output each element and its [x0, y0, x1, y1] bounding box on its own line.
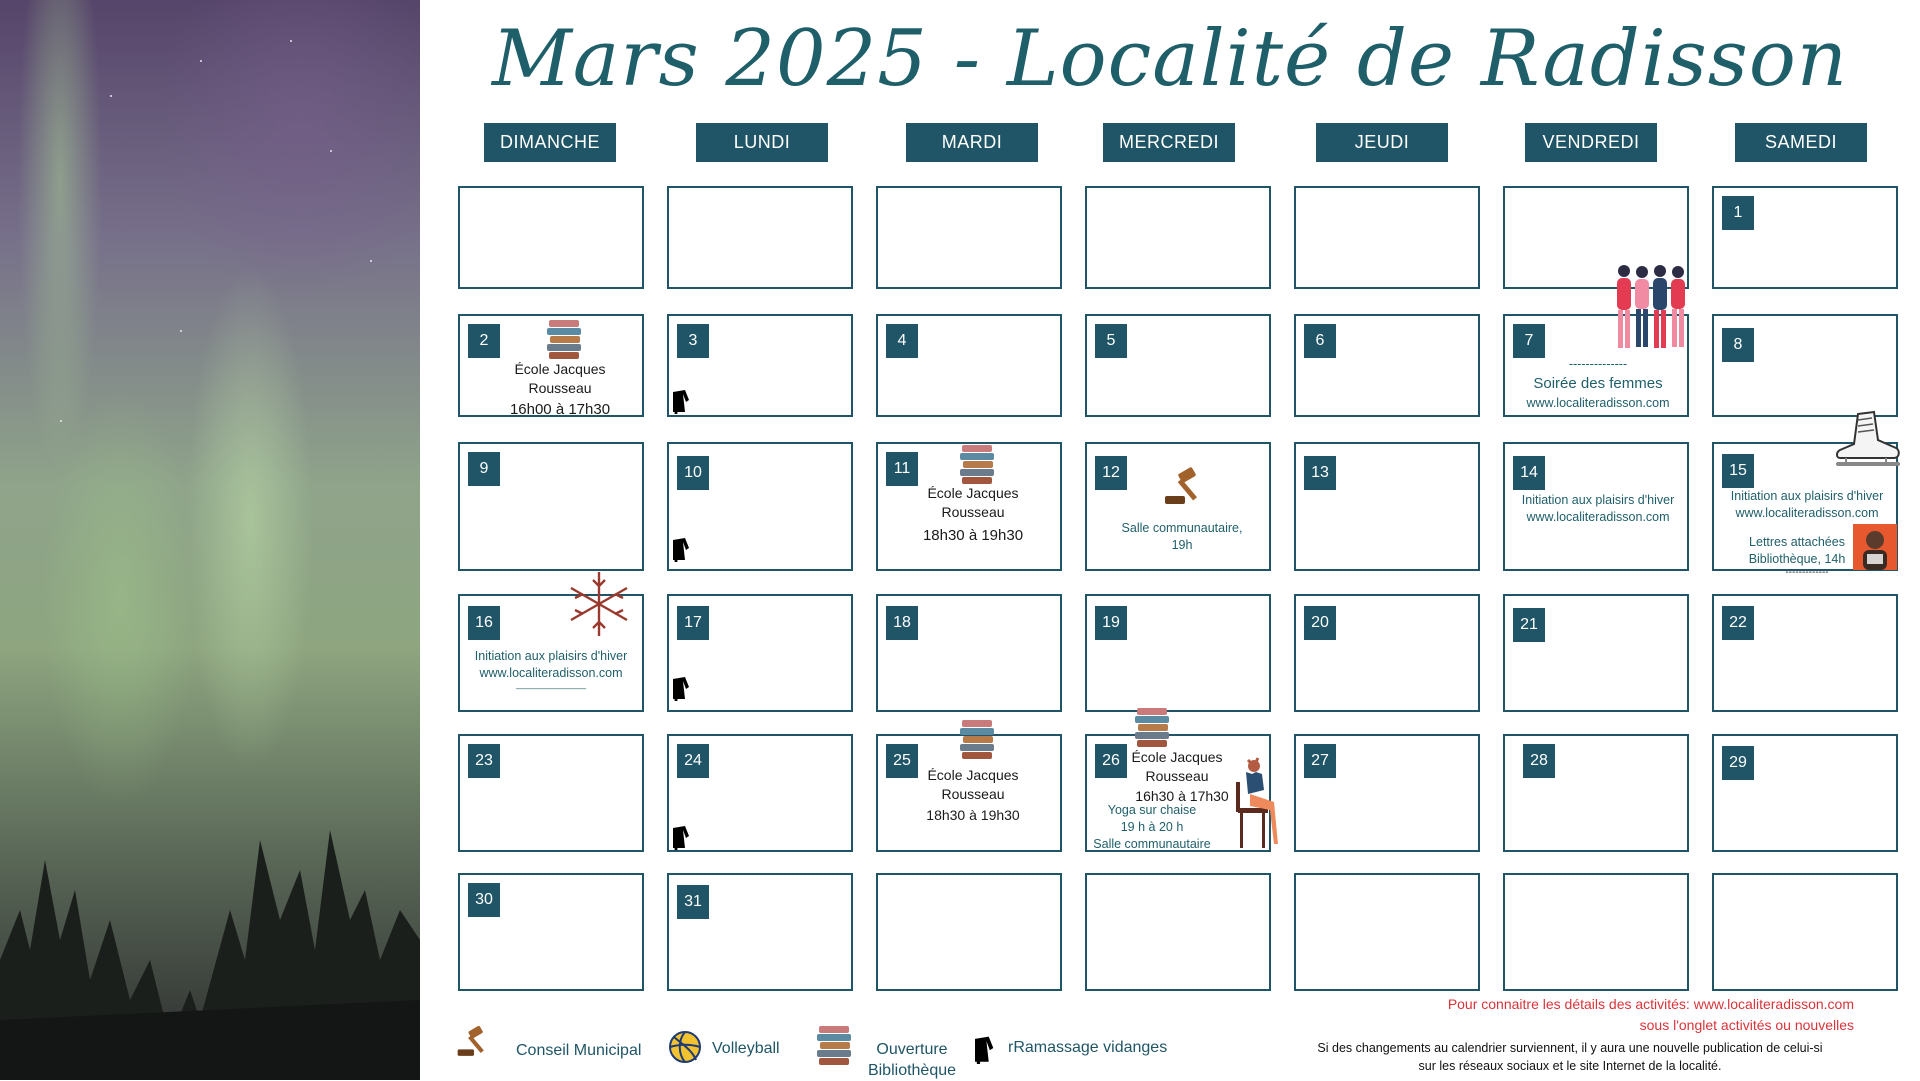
- snowflake-icon: [568, 570, 630, 638]
- event-time: 16h00 à 17h30: [509, 401, 611, 418]
- date-number: 6: [1304, 324, 1336, 358]
- event-title: Initiation aux plaisirs d'hiver: [474, 649, 628, 663]
- date-number: 9: [468, 452, 500, 486]
- legend-label-conseil: Conseil Municipal: [516, 1042, 642, 1059]
- day-cell-18[interactable]: [876, 594, 1062, 712]
- skate-icon: [1830, 410, 1904, 474]
- footer-note-line: Si des changements au calendrier surviennent, il y aura une nouvelle publication de celui-si: [1317, 1041, 1823, 1055]
- day-cell-21[interactable]: [1503, 594, 1689, 712]
- day-cell-28[interactable]: [1503, 734, 1689, 852]
- date-number: 13: [1304, 456, 1336, 490]
- day-cell-empty[interactable]: [667, 186, 853, 289]
- event-location: [898, 484, 1048, 522]
- event-line: Yoga sur chaise: [1107, 803, 1197, 817]
- event-link[interactable]: www.localiteradisson.com: [1526, 396, 1670, 410]
- day-cell-13[interactable]: [1294, 442, 1480, 571]
- date-number: 4: [886, 324, 918, 358]
- date-number: 1: [1722, 196, 1754, 230]
- event-line: 19 h à 20 h: [1120, 820, 1184, 834]
- books-icon: [1133, 706, 1173, 748]
- day-header-mardi: MARDI: [906, 123, 1038, 162]
- day-cell-empty[interactable]: [1085, 186, 1271, 289]
- day-cell-29[interactable]: [1712, 734, 1898, 852]
- legend-label-vidanges: rRamassage vidanges: [1008, 1039, 1168, 1056]
- day-cell-23[interactable]: [458, 734, 644, 852]
- day-header-jeudi: JEUDI: [1316, 123, 1448, 162]
- yoga-person-icon: [1228, 754, 1286, 850]
- day-header-samedi: SAMEDI: [1735, 123, 1867, 162]
- books-icon: [958, 718, 998, 760]
- footer-note-line: sur les réseaux sociaux et le site Internet de la localité.: [1418, 1059, 1722, 1073]
- event-line: Rousseau: [941, 786, 1005, 802]
- event-location: [1117, 748, 1237, 786]
- event-location: [1107, 520, 1257, 554]
- women-group-icon: [1612, 262, 1692, 354]
- day-cell-22[interactable]: [1712, 594, 1898, 712]
- day-header-dimanche: DIMANCHE: [484, 123, 616, 162]
- event-line: Rousseau: [1145, 768, 1209, 784]
- day-cell-14[interactable]: [1503, 442, 1689, 571]
- gavel-icon: [1163, 466, 1207, 508]
- day-cell-empty[interactable]: [876, 873, 1062, 991]
- day-cell-31[interactable]: [667, 873, 853, 991]
- books-icon: [958, 443, 998, 485]
- date-number: 31: [677, 885, 709, 919]
- tree-silhouettes: [0, 660, 420, 1080]
- event-time: 18h30 à 19h30: [926, 807, 1020, 823]
- date-number: 2: [468, 324, 500, 358]
- day-cell-empty[interactable]: [1085, 873, 1271, 991]
- date-number: 21: [1513, 608, 1545, 642]
- event-location: [898, 766, 1048, 804]
- event-location: [490, 360, 630, 398]
- date-number: 19: [1095, 606, 1127, 640]
- date-number: 18: [886, 606, 918, 640]
- event-title: Initiation aux plaisirs d'hiver: [1521, 493, 1675, 507]
- date-number: 7: [1513, 324, 1545, 358]
- day-header-vendredi: VENDREDI: [1525, 123, 1657, 162]
- event-title: Initiation aux plaisirs d'hiver: [1730, 489, 1884, 503]
- date-number: 20: [1304, 606, 1336, 640]
- day-cell-6[interactable]: [1294, 314, 1480, 417]
- reader-avatar-icon: [1853, 524, 1897, 570]
- event-divider: ______________: [515, 679, 587, 689]
- garbage-bin-icon: [671, 673, 689, 701]
- day-cell-27[interactable]: [1294, 734, 1480, 852]
- day-cell-empty[interactable]: [458, 186, 644, 289]
- date-number: 8: [1722, 328, 1754, 362]
- date-number: 11: [886, 452, 918, 486]
- event-link[interactable]: www.localiteradisson.com: [1526, 510, 1670, 524]
- event-title: [1087, 802, 1217, 853]
- books-icon: [545, 318, 585, 360]
- date-number: 25: [886, 744, 918, 778]
- day-cell-9[interactable]: [458, 442, 644, 571]
- legend-line: Bibliothèque: [867, 1062, 957, 1079]
- day-header-lundi: LUNDI: [696, 123, 828, 162]
- event-divider: --------------: [1568, 357, 1628, 371]
- event-line: Salle communautaire,: [1121, 521, 1243, 535]
- day-cell-empty[interactable]: [1712, 873, 1898, 991]
- date-number: 5: [1095, 324, 1127, 358]
- date-number: 26: [1095, 744, 1127, 778]
- date-number: 27: [1304, 744, 1336, 778]
- day-cell-5[interactable]: [1085, 314, 1271, 417]
- legend-line: Ouverture: [876, 1041, 948, 1058]
- day-cell-empty[interactable]: [1503, 873, 1689, 991]
- volleyball-icon: [668, 1030, 702, 1064]
- day-cell-24[interactable]: [667, 734, 853, 852]
- books-icon: [815, 1024, 855, 1066]
- date-number: 10: [677, 456, 709, 490]
- day-cell-4[interactable]: [876, 314, 1062, 417]
- date-number: 28: [1523, 744, 1555, 778]
- event-line: Bibliothèque, 14h: [1748, 552, 1846, 566]
- date-number: 22: [1722, 606, 1754, 640]
- date-number: 15: [1722, 454, 1754, 488]
- event-line: École Jacques: [1131, 749, 1223, 765]
- event-line: École Jacques: [927, 767, 1019, 783]
- day-cell-empty[interactable]: [876, 186, 1062, 289]
- date-number: 23: [468, 744, 500, 778]
- day-cell-empty[interactable]: [1294, 186, 1480, 289]
- footer-info-link[interactable]: Pour connaitre les détails des activités: www.localiteradisson.com: [1447, 996, 1854, 1012]
- garbage-bin-icon: [671, 386, 689, 414]
- day-cell-3[interactable]: [667, 314, 853, 417]
- date-number: 16: [468, 606, 500, 640]
- date-number: 12: [1095, 456, 1127, 490]
- date-number: 29: [1722, 746, 1754, 780]
- event-line: Rousseau: [528, 380, 592, 396]
- legend-label-volleyball: Volleyball: [712, 1040, 780, 1057]
- aurora-photo: [0, 0, 420, 1080]
- day-cell-20[interactable]: [1294, 594, 1480, 712]
- day-cell-1[interactable]: [1712, 186, 1898, 289]
- day-cell-30[interactable]: [458, 873, 644, 991]
- event-title: Soirée des femmes: [1533, 375, 1663, 392]
- event-divider: -------------: [1785, 567, 1829, 578]
- day-header-mercredi: MERCREDI: [1103, 123, 1235, 162]
- event-line: École Jacques: [514, 361, 606, 377]
- event-line: Lettres attachées: [1749, 535, 1845, 549]
- garbage-bin-icon: [972, 1032, 994, 1064]
- event-time: 18h30 à 19h30: [922, 527, 1024, 544]
- footer-info-tab: sous l'onglet activités ou nouvelles: [1639, 1017, 1854, 1033]
- garbage-bin-icon: [671, 534, 689, 562]
- day-cell-19[interactable]: [1085, 594, 1271, 712]
- day-cell-empty[interactable]: [1294, 873, 1480, 991]
- day-cell-10[interactable]: [667, 442, 853, 571]
- event-line: Salle communautaire: [1093, 837, 1211, 851]
- date-number: 24: [677, 744, 709, 778]
- event-link[interactable]: www.localiteradisson.com: [1735, 506, 1879, 520]
- date-number: 30: [468, 883, 500, 917]
- event-time: 16h30 à 17h30: [1135, 788, 1229, 804]
- page-title: Mars 2025 - Localité de Radisson: [491, 14, 1849, 104]
- legend-label-bibliotheque: [862, 1039, 962, 1081]
- event-line: École Jacques: [927, 485, 1019, 501]
- event-link[interactable]: www.localiteradisson.com: [479, 666, 623, 680]
- footer-note: [1270, 1039, 1870, 1075]
- gavel-icon: [456, 1024, 492, 1060]
- date-number: 17: [677, 606, 709, 640]
- event-line: Rousseau: [941, 504, 1005, 520]
- day-cell-8[interactable]: [1712, 314, 1898, 417]
- day-cell-17[interactable]: [667, 594, 853, 712]
- date-number: 14: [1513, 456, 1545, 490]
- event-line: 19h: [1171, 538, 1193, 552]
- garbage-bin-icon: [671, 822, 689, 850]
- date-number: 3: [677, 324, 709, 358]
